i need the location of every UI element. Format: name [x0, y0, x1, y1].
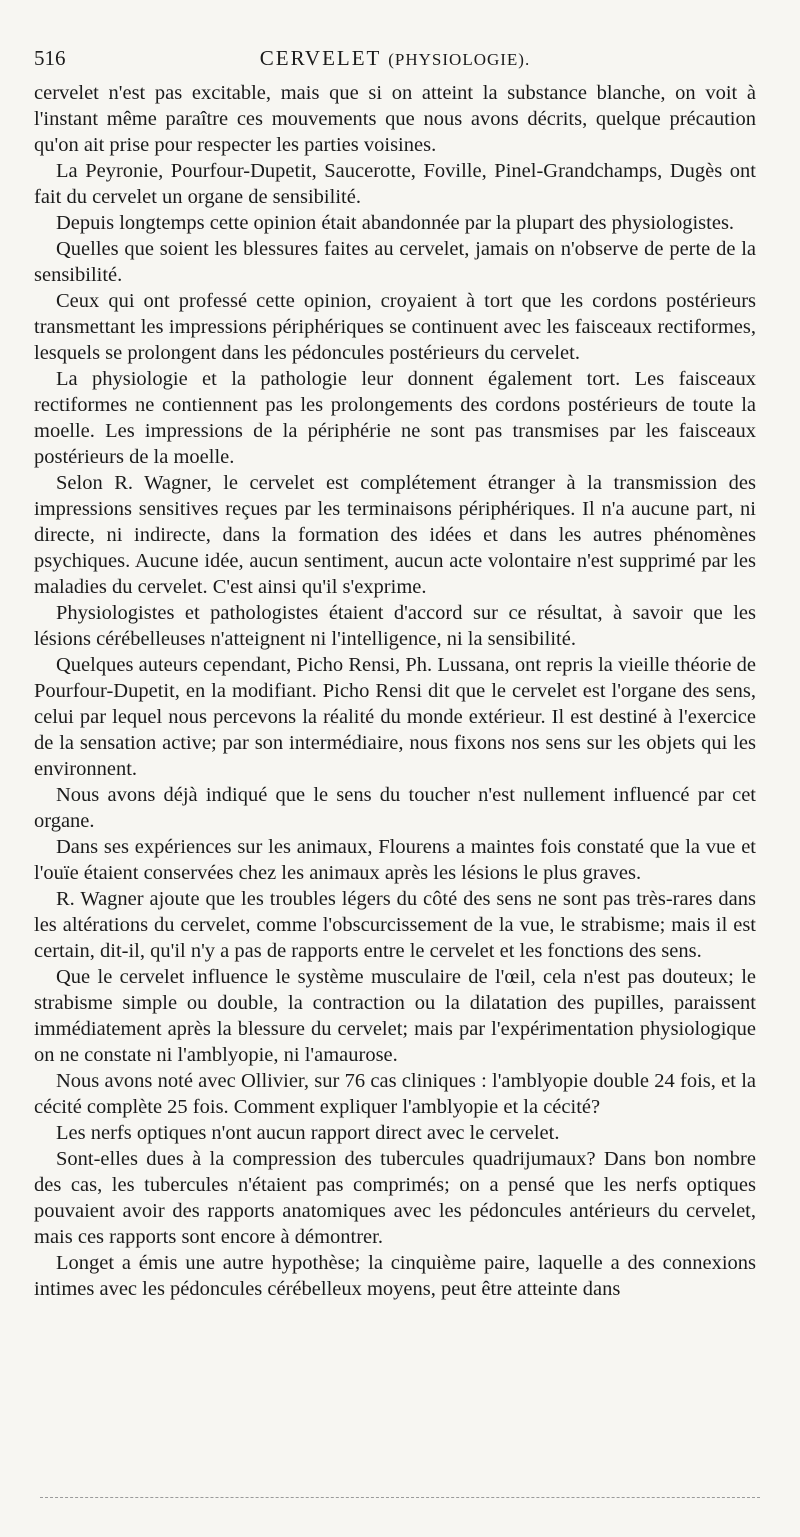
paragraph: Physiologistes et pathologistes étaient d'accord sur ce résultat, à savoir que les lésions cérébelleuses n'atteignent ni l'intelligence, ni la sensibilité.	[34, 602, 756, 650]
paragraph: La physiologie et la pathologie leur donnent également tort. Les faisceaux rectiformes ne contiennent pas les prolongements des cordons postérieurs de toute la moelle. Les impressions de la périphérie ne sont pas transmises par les faisceaux postérieurs de la moelle.	[34, 368, 756, 468]
footer-rule	[40, 1497, 760, 1498]
paragraph: Ceux qui ont professé cette opinion, croyaient à tort que les cordons postérieurs transmettant les impressions périphériques se continuent avec les faisceaux rectiformes, lesquels se prolongent dans les pédoncules postérieurs du cervelet.	[34, 290, 756, 364]
page-number: 516	[34, 46, 66, 70]
paragraph: Quelles que soient les blessures faites au cervelet, jamais on n'observe de perte de la sensibilité.	[34, 238, 756, 286]
running-head-subtitle: (PHYSIOLOGIE).	[388, 50, 531, 69]
paragraph: Selon R. Wagner, le cervelet est complétement étranger à la transmission des impressions sensitives reçues par les terminaisons périphériques. Il n'a aucune part, ni directe, ni indirecte, dans la formation des idées et dans les autres phénomènes psychiques. Aucune idée, aucun sentiment, aucun acte volontaire n'est supprimé par les maladies du cervelet. C'est ainsi qu'il s'exprime.	[34, 472, 756, 598]
paragraph: Dans ses expériences sur les animaux, Flourens a maintes fois constaté que la vue et l'ouïe étaient conservées chez les animaux après les lésions le plus graves.	[34, 836, 756, 884]
paragraph: La Peyronie, Pourfour-Dupetit, Saucerotte, Foville, Pinel-Grandchamps, Dugès ont fait du cervelet un organe de sensibilité.	[34, 160, 756, 208]
running-head	[34, 46, 756, 71]
paragraph: Depuis longtemps cette opinion était abandonnée par la plupart des physiologistes.	[56, 212, 735, 234]
paragraph: cervelet n'est pas excitable, mais que si on atteint la substance blanche, on voit à l'instant même paraître ces mouvements que nous avons décrits, quelque précaution qu'on ait prise pour respecter les parties voisines.	[34, 82, 756, 156]
paragraph: R. Wagner ajoute que les troubles légers du côté des sens ne sont pas très-rares dans les altérations du cervelet, comme l'obscurcissement de la vue, le strabisme; mais il est certain, dit-il, qu'il n'y a pas de rapports entre le cervelet et les fonctions des sens.	[34, 888, 756, 962]
running-head-title: CERVELET	[259, 46, 382, 70]
paragraph: Nous avons noté avec Ollivier, sur 76 cas cliniques : l'amblyopie double 24 fois, et la cécité complète 25 fois. Comment expliquer l'amblyopie et la cécité?	[34, 1070, 756, 1118]
paragraph: Les nerfs optiques n'ont aucun rapport direct avec le cervelet.	[56, 1122, 560, 1144]
paragraph: Sont-elles dues à la compression des tubercules quadrijumaux? Dans bon nombre des cas, les tubercules n'étaient pas comprimés; on a pensé que les nerfs optiques pouvaient avoir des rapports anatomiques avec les pédoncules antérieurs du cervelet, mais ces rapports sont encore à démontrer.	[34, 1148, 756, 1248]
page-header	[34, 40, 756, 80]
body-text	[34, 80, 756, 1302]
paragraph: Quelques auteurs cependant, Picho Rensi, Ph. Lussana, ont repris la vieille théorie de Pourfour-Dupetit, en la modifiant. Picho Rensi dit que le cervelet est l'organe des sens, celui par lequel nous percevons la réalité du monde extérieur. Il est destiné à l'exercice de la sensation active; par son intermédiaire, nous fixons nos sens sur les objets qui les environnent.	[34, 654, 756, 780]
paragraph: Nous avons déjà indiqué que le sens du toucher n'est nullement influencé par cet organe.	[34, 784, 756, 832]
paragraph: Longet a émis une autre hypothèse; la cinquième paire, laquelle a des connexions intimes avec les pédoncules cérébelleux moyens, peut être atteinte dans	[34, 1252, 756, 1300]
paragraph: Que le cervelet influence le système musculaire de l'œil, cela n'est pas douteux; le strabisme simple ou double, la contraction ou la dilatation des pupilles, paraissent immédiatement après la blessure du cervelet; mais par l'expérimentation physiologique on ne constate ni l'amblyopie, ni l'amaurose.	[34, 966, 756, 1066]
